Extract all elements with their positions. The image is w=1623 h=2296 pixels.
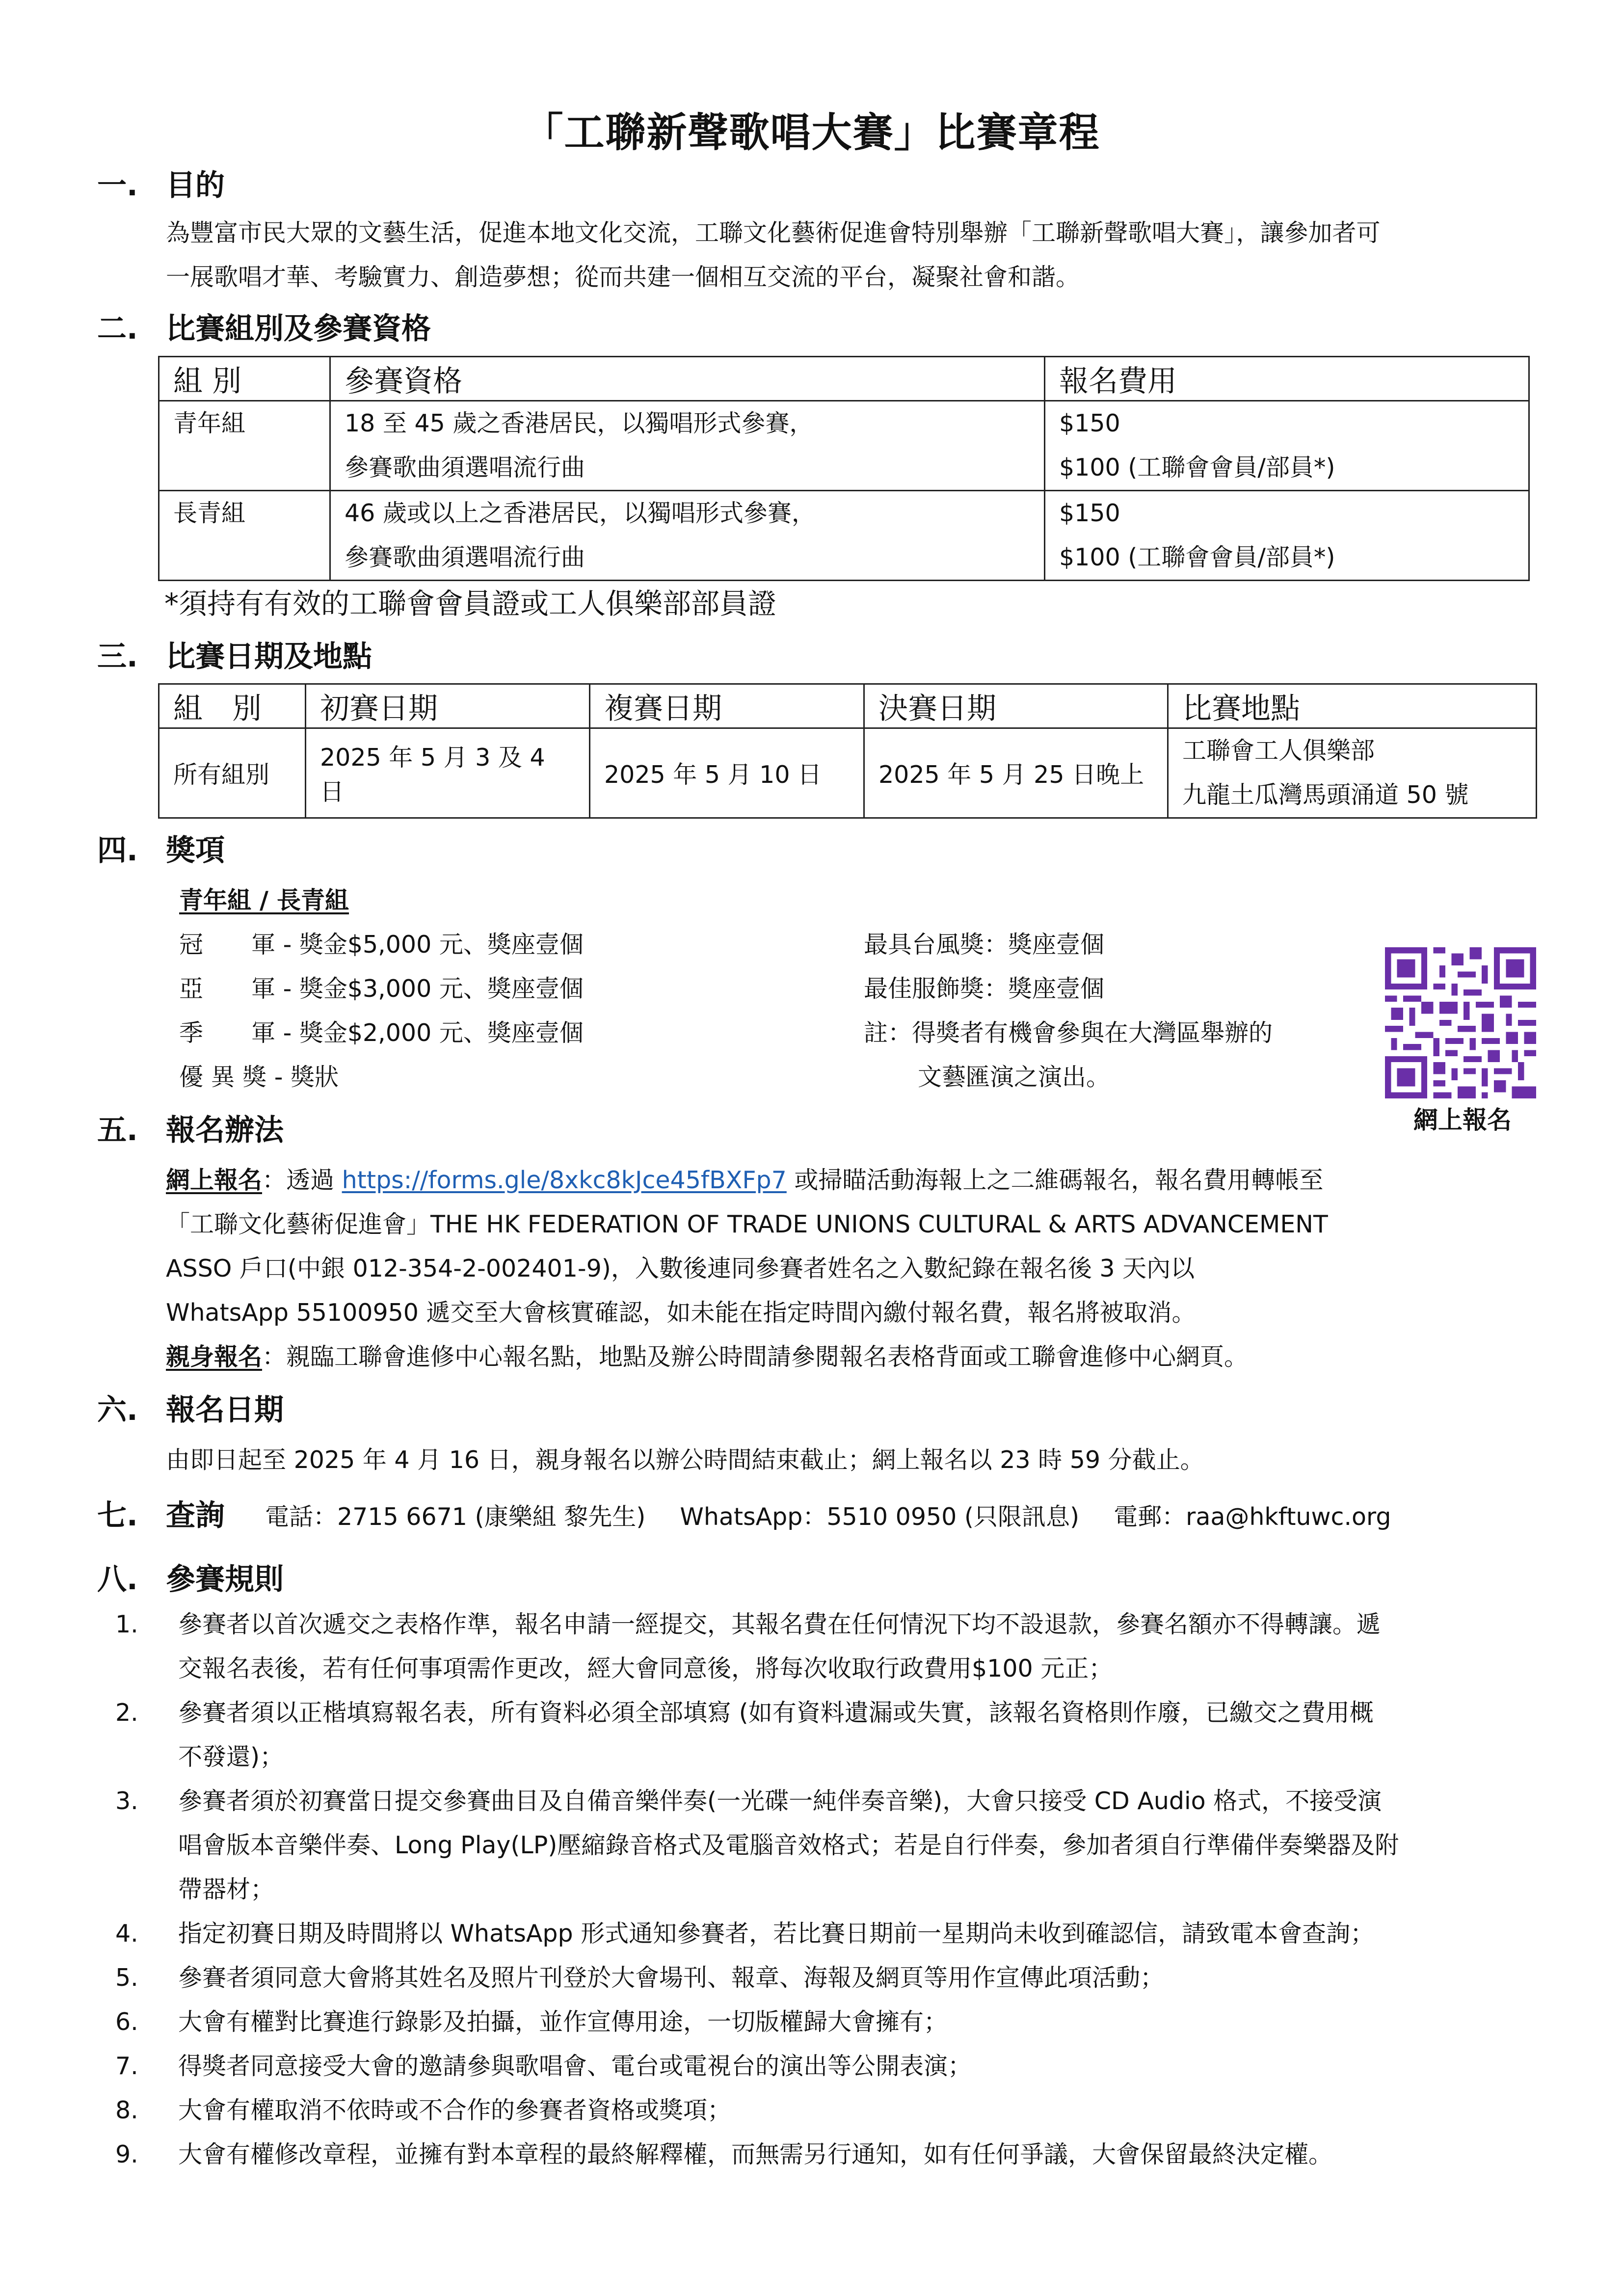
- page-title: 「工聯新聲歌唱大賽」比賽章程: [523, 109, 1100, 156]
- in-person-registration-label: 親身報名: [166, 1343, 263, 1371]
- contact-whatsapp: WhatsApp：5510 0950 (只限訊息): [680, 1503, 1080, 1531]
- rule-item: 3. 參賽者須於初賽當日提交參賽曲目及自備音樂伴奏(一光碟一純伴奏音樂)，大會只接受 CD Audio 格式，不接受演 唱會版本音樂伴奏、Long Play(LP)壓縮錄音格式及電腦音效格式；若是自行伴奏，參加者須自行準備伴奏樂器及附 帶器材；: [115, 1787, 1399, 1903]
- rule-item: 2. 參賽者須以正楷填寫報名表，所有資料必須全部填寫 (如有資料遺漏或失實，該報名資格則作廢，已繳交之費用概 不發還)；: [115, 1699, 1374, 1771]
- header-group: 組 別: [159, 357, 330, 401]
- registration-deadline: 由即日起至 2025 年 4 月 16 日，親身報名以辦公時間結束截止；網上報名以 23 時 59 分截止。: [166, 1446, 1204, 1474]
- prize-note-cont: 文藝匯演之演出。: [918, 1063, 1111, 1091]
- venue-address: 九龍土瓜灣馬頭涌道 50 號: [1182, 781, 1469, 809]
- online-registration-label: 網上報名: [166, 1166, 263, 1194]
- section-heading-dates: 三. 比賽日期及地點: [97, 640, 372, 674]
- rule-item: 8. 大會有權取消不依時或不合作的參賽者資格或獎項；: [115, 2096, 732, 2124]
- section-heading-enquiry: 七. 查詢: [97, 1498, 225, 1533]
- section-heading-groups: 二. 比賽組別及參賽資格: [97, 312, 431, 346]
- table-header-row: [159, 357, 1529, 401]
- cell-final: 2025 年 5 月 25 日晚上: [864, 728, 1168, 818]
- venue-name: 工聯會工人俱樂部: [1182, 737, 1375, 765]
- qr-caption: 網上報名: [1413, 1106, 1512, 1134]
- prize-best-costume: 最佳服飾獎：獎座壹個: [864, 975, 1105, 1003]
- table-row: 青年組 18 至 45 歲之香港居民，以獨唱形式參賽， 參賽歌曲須選唱流行曲 $150 $100 (工聯會會員/部員*): [159, 401, 1529, 491]
- qr-code-icon[interactable]: [1385, 947, 1536, 1098]
- table-row: 長青組 46 歲或以上之香港居民，以獨唱形式參賽， 參賽歌曲須選唱流行曲 $150 $100 (工聯會會員/部員*): [159, 491, 1529, 581]
- contact-info: [265, 1498, 1425, 1532]
- online-registration-line: 網上報名：透過 https://forms.gle/8xkc8kJce45fBXFp7 或掃瞄活動海報上之二維碼報名，報名費用轉帳至: [166, 1166, 1324, 1194]
- header-final: 決賽日期: [864, 684, 1168, 728]
- rule-item: 7. 得獎者同意接受大會的邀請參與歌唱會、電台或電視台的演出等公開表演；: [115, 2052, 972, 2080]
- prize-champion: 冠 軍 - 獎金$5,000 元、獎座壹個: [179, 931, 584, 959]
- prize-first-runner-up: 亞 軍 - 獎金$3,000 元、獎座壹個: [179, 975, 584, 1003]
- cell-semi: 2025 年 5 月 10 日: [590, 728, 864, 818]
- section-heading-registration: 五. 報名辦法: [97, 1113, 284, 1148]
- dates-table: [158, 683, 1537, 819]
- section-heading-rules: 八. 參賽規則: [97, 1562, 284, 1597]
- prize-best-stage: 最具台風獎：獎座壹個: [864, 931, 1105, 959]
- group-name: 青年組: [173, 409, 246, 437]
- prize-second-runner-up: 季 軍 - 獎金$2,000 元、獎座壹個: [179, 1019, 584, 1047]
- rule-item: 9. 大會有權修改章程，並擁有對本章程的最終解釋權，而無需另行通知，如有任何爭議，大會保留最終決定權。: [115, 2140, 1333, 2168]
- groups-table: [158, 356, 1530, 581]
- in-person-registration-line: 親身報名：親臨工聯會進修中心報名點，地點及辦公時間請參閱報名表格背面或工聯會進修中心網頁。: [166, 1343, 1249, 1371]
- purpose-line-2: 一展歌唱才華、考驗實力、創造夢想；從而共建一個相互交流的平台，凝聚社會和諧。: [166, 263, 1080, 291]
- contact-email: 電郵：raa@hkftuwc.org: [1114, 1503, 1391, 1531]
- rule-item: 4. 指定初賽日期及時間將以 WhatsApp 形式通知參賽者，若比賽日期前一星期尚未收到確認信，請致電本會查詢；: [115, 1920, 1375, 1948]
- rule-item: 6. 大會有權對比賽進行錄影及拍攝，並作宣傳用途，一切版權歸大會擁有；: [115, 2008, 948, 2036]
- prizes-subheading: 青年組 / 長青組: [179, 886, 349, 914]
- header-venue: 比賽地點: [1168, 684, 1537, 728]
- online-registration-line-2: 「工聯文化藝術促進會」THE HK FEDERATION OF TRADE UNIONS CULTURAL & ARTS ADVANCEMENT: [166, 1210, 1328, 1238]
- section-heading-purpose: 一. 目的: [97, 168, 225, 203]
- group-name: 長青組: [173, 499, 246, 527]
- section-heading-reg-dates: 六. 報名日期: [97, 1393, 284, 1427]
- table-row: [159, 728, 1537, 818]
- online-registration-line-4: WhatsApp 55100950 遞交至大會核實確認，如未能在指定時間內繳付報名費，報名將被取消。: [166, 1299, 1196, 1327]
- cell-prelim: 2025 年 5 月 3 及 4 日: [306, 728, 590, 818]
- header-group: 組 別: [159, 684, 306, 728]
- membership-note: *須持有有效的工聯會會員證或工人俱樂部部員證: [164, 587, 777, 620]
- registration-form-link[interactable]: https://forms.gle/8xkc8kJce45fBXFp7: [342, 1166, 787, 1194]
- prize-note: 註：得獎者有機會參與在大灣區舉辦的: [864, 1019, 1273, 1047]
- section-heading-prizes: 四. 獎項: [97, 833, 225, 868]
- rule-item: 1. 參賽者以首次遞交之表格作準，報名申請一經提交，其報名費在任何情況下均不設退款，參賽名額亦不得轉讓。遞 交報名表後，若有任何事項需作更改，經大會同意後，將每次收取行政費用$100 元正；: [115, 1610, 1381, 1682]
- header-fee: 報名費用: [1045, 357, 1529, 401]
- header-prelim: 初賽日期: [306, 684, 590, 728]
- header-semi: 複賽日期: [590, 684, 864, 728]
- prize-merit: 優 異 獎 - 獎狀: [179, 1063, 339, 1091]
- purpose-line-1: 為豐富市民大眾的文藝生活，促進本地文化交流，工聯文化藝術促進會特別舉辦「工聯新聲歌唱大賽」，讓參加者可: [166, 219, 1381, 247]
- contact-phone: 電話：2715 6671 (康樂組 黎先生): [265, 1503, 646, 1531]
- rule-item: 5. 參賽者須同意大會將其姓名及照片刊登於大會場刊、報章、海報及網頁等用作宣傳此項活動；: [115, 1964, 1165, 1992]
- header-eligibility: 參賽資格: [330, 357, 1045, 401]
- table-header-row: [159, 684, 1537, 728]
- cell-group: 所有組別: [159, 728, 306, 818]
- online-registration-line-3: ASSO 戶口(中銀 012-354-2-002401-9)，入數後連同參賽者姓名之入數紀錄在報名後 3 天內以: [166, 1255, 1195, 1282]
